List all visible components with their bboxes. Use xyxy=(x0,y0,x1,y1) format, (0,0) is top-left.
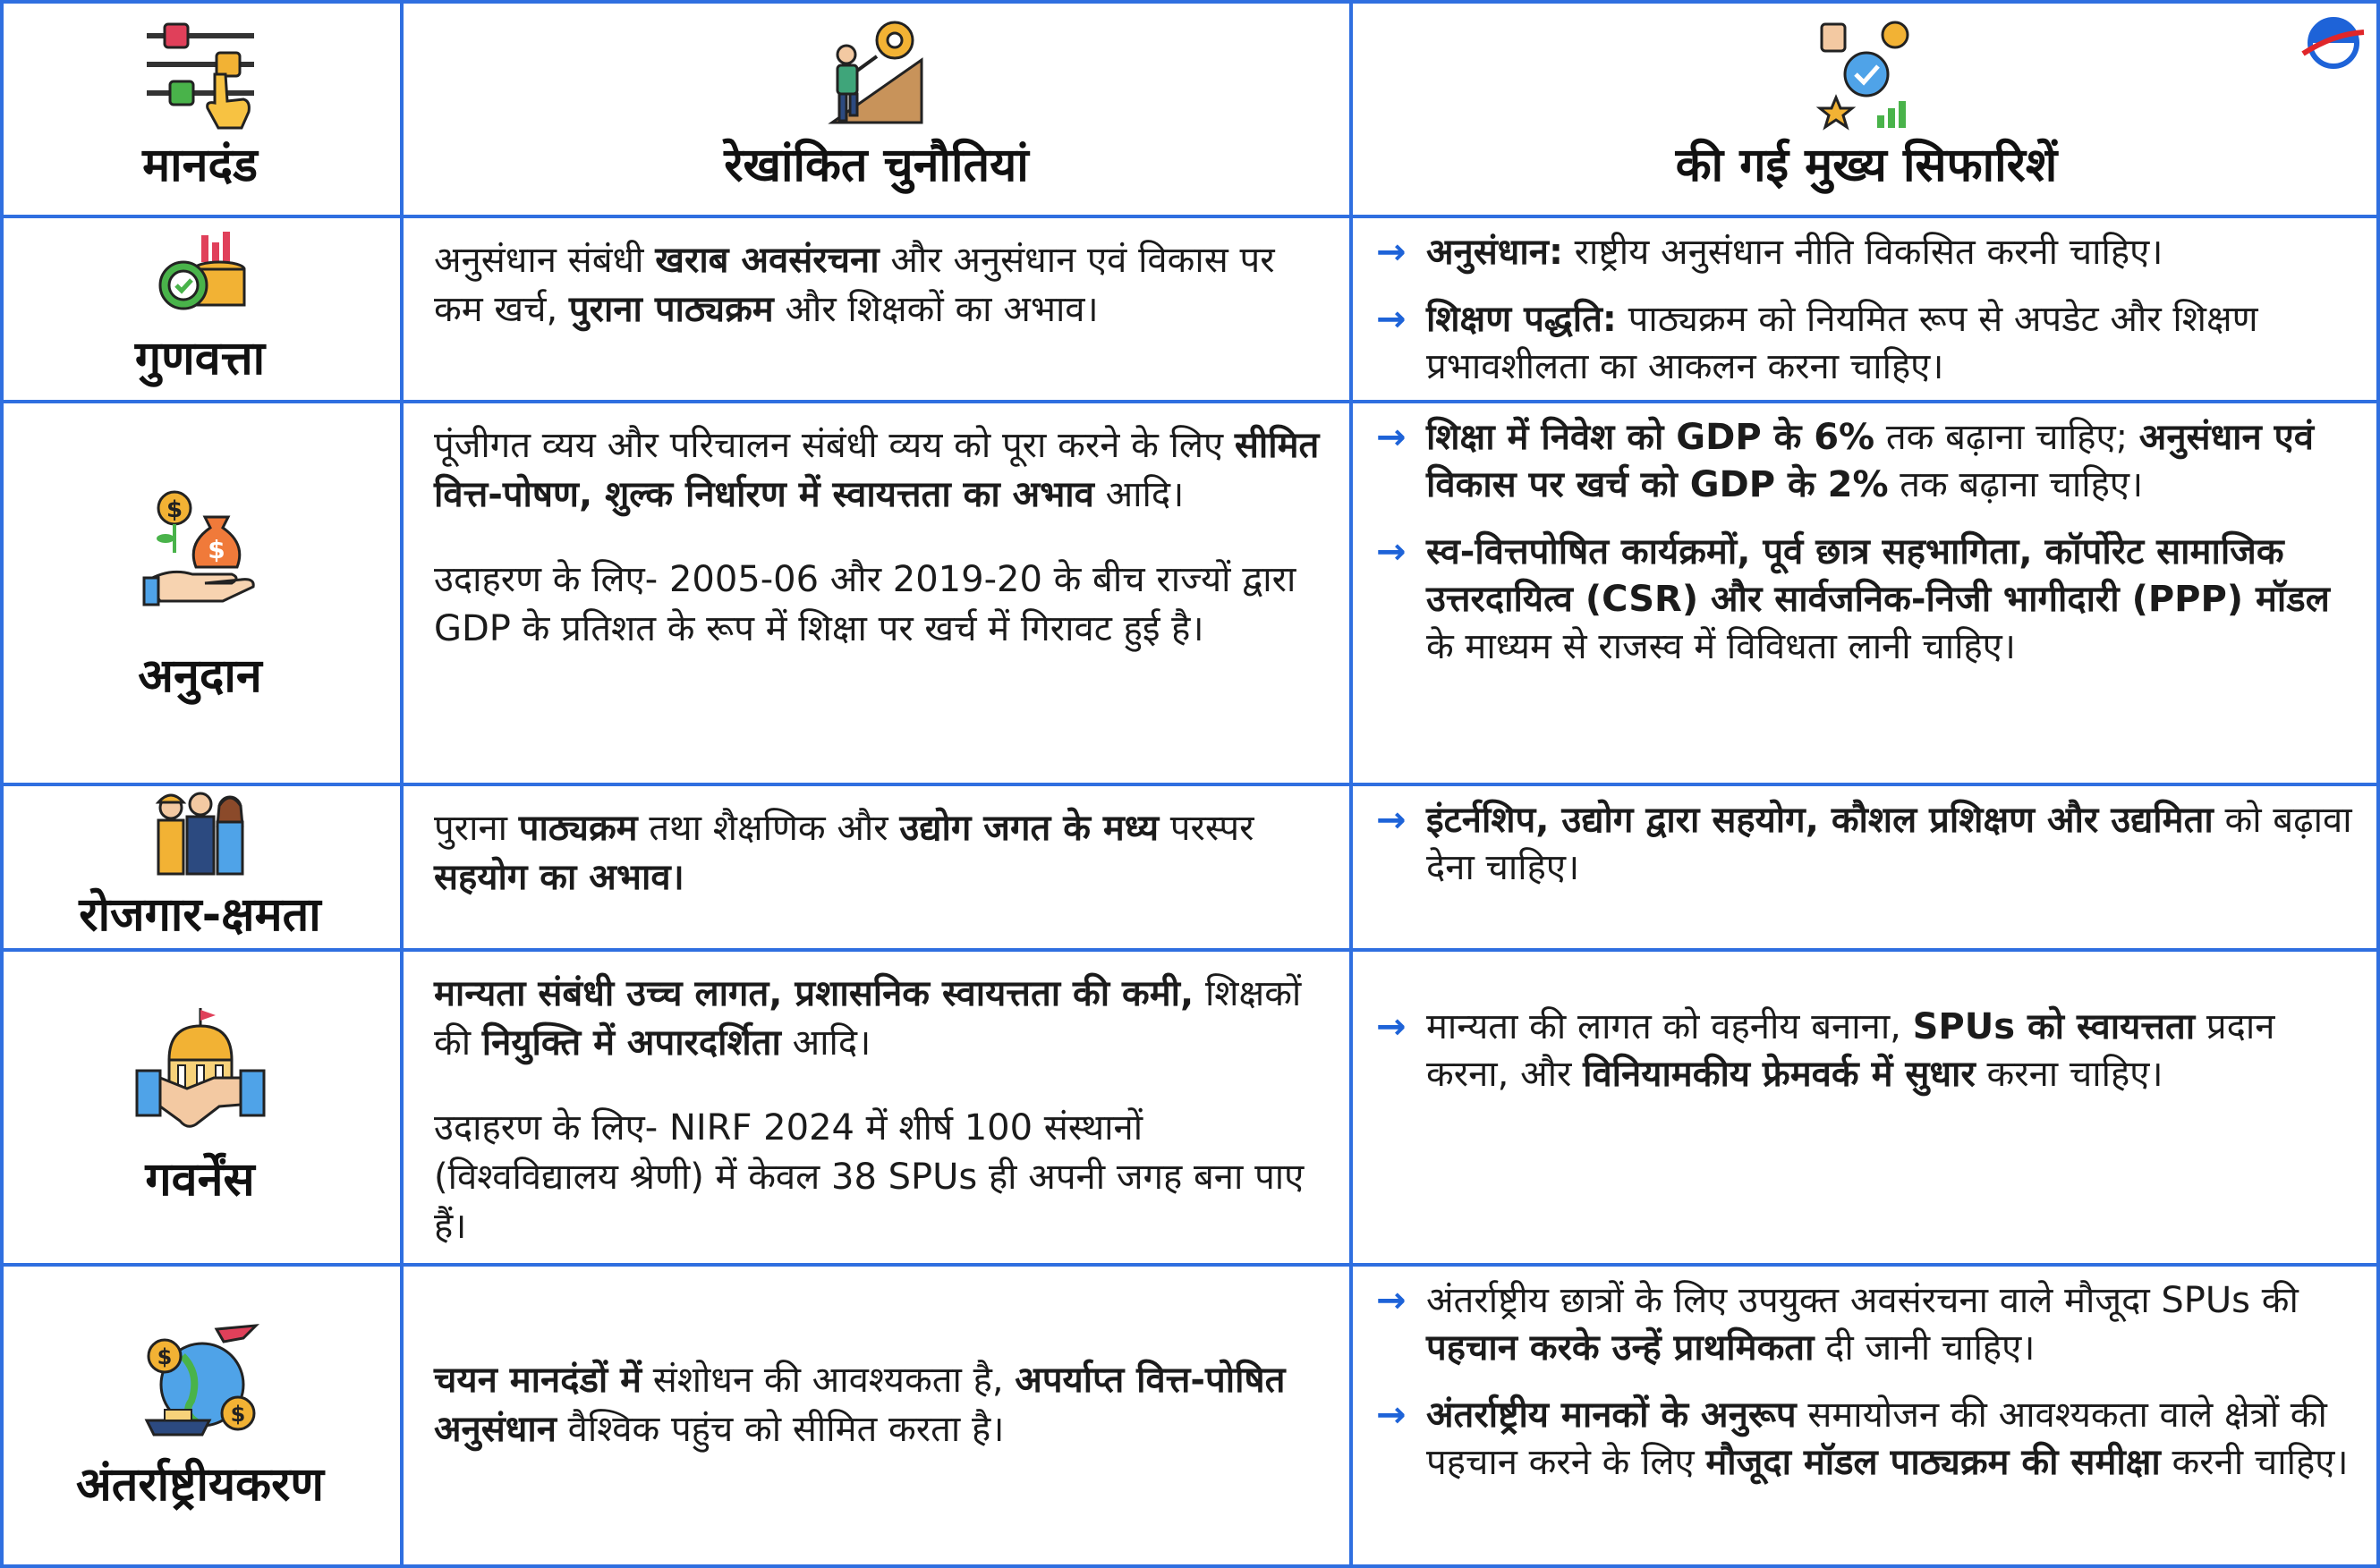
recommendation-cell-internationalization xyxy=(1353,1267,2380,1568)
recommendation-text xyxy=(1426,1004,2357,1098)
text-segment: पुराना xyxy=(434,808,519,849)
recommendation-text xyxy=(1426,797,2357,892)
emphasis-text: शिक्षा में निवेश को GDP के 6% xyxy=(1426,417,1875,458)
challenge-paragraph xyxy=(434,1104,1326,1251)
emphasis-text: नियुक्ति में अपारदर्शिता xyxy=(481,1022,781,1064)
text-segment: दी जानी चाहिए। xyxy=(1814,1327,2036,1369)
emphasis-text: खराब अवसंरचना xyxy=(655,240,880,281)
svg-text:$: $ xyxy=(207,534,225,564)
challenge-paragraph xyxy=(434,236,1326,335)
parameter-cell-quality xyxy=(0,218,400,400)
recommendation-item xyxy=(1376,296,2357,391)
arrow-right-icon: → xyxy=(1376,232,1407,273)
text-segment: और शिक्षकों का अभाव। xyxy=(773,289,1099,330)
emphasis-text: इंटर्नशिप, उद्योग द्वारा सहयोग, कौशल प्रशिक्षण और उद्यमिता xyxy=(1426,800,2214,841)
emphasis-text: अंतर्राष्ट्रीय मानकों के अनुरूप xyxy=(1426,1394,1797,1436)
text-segment: मान्यता की लागत को वहनीय बनाना, xyxy=(1426,1006,1913,1047)
text-segment: पाठ्यक्रम को नियमित रूप से अपडेट और शिक्षण प्रभावशीलता का आकलन करना चाहिए। xyxy=(1426,299,2258,387)
header-parameter xyxy=(0,0,400,215)
emphasis-text: उद्योग जगत के मध्य xyxy=(899,808,1160,849)
globe-trade-icon xyxy=(138,1320,263,1445)
text-segment: करना चाहिए। xyxy=(1975,1054,2163,1095)
emphasis-text: मौजूदा मॉडल पाठ्यक्रम की समीक्षा xyxy=(1705,1442,2161,1483)
parameter-name: अंतर्राष्ट्रीयकरण xyxy=(76,1458,324,1512)
arrow-right-icon: → xyxy=(1376,531,1407,572)
recommendation-item xyxy=(1376,229,2357,276)
svg-text:$: $ xyxy=(157,1344,172,1369)
money-bag-hand-icon xyxy=(142,481,259,606)
emphasis-text: पुराना पाठ्यक्रम xyxy=(568,289,774,330)
text-segment: वैश्विक पहुंच को सीमित करता है। xyxy=(556,1409,1005,1450)
text-segment: शिक्षकों की xyxy=(434,973,1302,1064)
thumbs-up-star-icon xyxy=(1813,15,1920,131)
arrow-right-icon: → xyxy=(1376,1394,1407,1436)
header-challenges xyxy=(404,0,1349,215)
emphasis-text: अनुसंधान एवं विकास पर खर्च को GDP के 2% xyxy=(1426,417,2315,505)
header-challenges-title: रेखांकित चुनौतियां xyxy=(724,139,1029,192)
recommendation-text xyxy=(1426,1277,2357,1372)
recommendation-item xyxy=(1376,529,2357,671)
text-segment: तथा शैक्षणिक और xyxy=(637,808,900,849)
emphasis-text: पाठ्यक्रम xyxy=(518,808,638,849)
text-segment: करनी चाहिए। xyxy=(2160,1442,2349,1483)
recommendation-text xyxy=(1426,296,2357,391)
arrow-right-icon: → xyxy=(1376,1280,1407,1321)
arrow-right-icon: → xyxy=(1376,299,1407,340)
parameter-name: गवर्नेंस xyxy=(145,1152,255,1207)
challenge-paragraph xyxy=(434,804,1326,903)
emphasis-text: विनियामकीय फ्रेमवर्क में सुधार xyxy=(1583,1054,1976,1095)
recommendation-text xyxy=(1426,229,2357,276)
emphasis-text: अनुसंधान: xyxy=(1426,232,1563,273)
challenge-paragraph xyxy=(434,421,1326,520)
emphasis-text: SPUs को स्वायत्तता xyxy=(1912,1006,2196,1047)
text-segment: को बढ़ावा देना चाहिए। xyxy=(1426,800,2352,888)
challenge-cell-funding xyxy=(404,403,1349,783)
recommendation-text xyxy=(1426,414,2357,509)
recommendation-item xyxy=(1376,1277,2357,1372)
header-recommendations xyxy=(1353,0,2380,215)
recommendation-text xyxy=(1426,1392,2357,1487)
challenge-cell-employability xyxy=(404,786,1349,948)
climbing-gear-icon xyxy=(823,15,931,131)
text-segment: आदि। xyxy=(780,1022,871,1064)
parameter-cell-funding xyxy=(0,403,400,783)
workers-group-icon xyxy=(151,790,250,876)
parameter-cell-internationalization xyxy=(0,1267,400,1568)
text-segment: तक बढ़ाना चाहिए। xyxy=(1888,464,2144,505)
arrow-right-icon: → xyxy=(1376,1006,1407,1047)
challenge-paragraph xyxy=(434,555,1326,654)
quality-award-icon xyxy=(151,230,250,319)
emphasis-text: चयन मानदंडों में xyxy=(434,1360,642,1401)
text-segment: और अनुसंधान एवं विकास पर कम खर्च, xyxy=(434,240,1275,330)
parameter-name: गुणवत्ता xyxy=(134,332,266,386)
text-segment: अनुसंधान संबंधी xyxy=(434,240,656,281)
svg-text:$: $ xyxy=(230,1402,245,1427)
sliders-hand-icon xyxy=(138,15,263,131)
emphasis-text: सीमित वित्त-पोषण, शुल्क निर्धारण में स्वायत्तता का अभाव xyxy=(434,425,1320,515)
parameter-name: रोजगार-क्षमता xyxy=(79,888,321,942)
text-segment: तक बढ़ाना चाहिए; xyxy=(1874,417,2139,458)
text-segment: पूंजीगत व्यय और परिचालन संबंधी व्यय को पूरा करने के लिए xyxy=(434,425,1235,466)
recommendation-cell-funding xyxy=(1353,403,2380,783)
emphasis-text: अपर्याप्त वित्त-पोषित अनुसंधान xyxy=(434,1360,1286,1450)
text-segment: अंतर्राष्ट्रीय छात्रों के लिए उपयुक्त अवसंरचना वाले मौजूदा SPUs की xyxy=(1426,1280,2299,1321)
recommendation-item xyxy=(1376,797,2357,892)
emphasis-text: सहयोग का अभाव। xyxy=(434,857,684,898)
recommendation-text xyxy=(1426,529,2357,671)
parameter-cell-governance xyxy=(0,952,400,1263)
challenge-cell-quality xyxy=(404,218,1349,400)
recommendation-item xyxy=(1376,1004,2357,1098)
challenge-paragraph xyxy=(434,1356,1326,1454)
parameter-cell-employability xyxy=(0,786,400,948)
emphasis-text: मान्यता संबंधी उच्च लागत, प्रशासनिक स्वायत्तता की कमी, xyxy=(434,973,1194,1014)
text-segment: समायोजन की आवश्यकता वाले क्षेत्रों की पहचान करने के लिए xyxy=(1426,1394,2327,1483)
challenge-cell-internationalization xyxy=(404,1267,1349,1568)
recommendation-cell-employability xyxy=(1353,786,2380,948)
text-segment: आदि। xyxy=(1093,474,1185,515)
text-segment: परस्पर xyxy=(1159,808,1254,849)
emphasis-text: शिक्षण पद्धति: xyxy=(1426,299,1617,340)
text-segment: संशोधन की आवश्यकता है, xyxy=(642,1360,1016,1401)
text-segment: प्रदान करना, और xyxy=(1426,1006,2275,1095)
arrow-right-icon: → xyxy=(1376,800,1407,841)
recommendation-item xyxy=(1376,414,2357,509)
emphasis-text: पहचान करके उन्हें प्राथमिकता xyxy=(1426,1327,1815,1369)
challenge-paragraph xyxy=(434,970,1326,1068)
text-segment: राष्ट्रीय अनुसंधान नीति विकसित करनी चाहिए। xyxy=(1562,232,2163,273)
arrow-right-icon: → xyxy=(1376,417,1407,458)
text-segment: के माध्यम से राजस्व में विविधता लानी चाहिए। xyxy=(1426,626,2016,667)
text-segment: उदाहरण के लिए- NIRF 2024 में शीर्ष 100 संस्थानों (विश्वविद्यालय श्रेणी) में केवल 38 SPUs ही अपनी जगह बना पाए हैं। xyxy=(434,1107,1305,1247)
recommendation-cell-quality xyxy=(1353,218,2380,400)
text-segment: उदाहरण के लिए- 2005-06 और 2019-20 के बीच राज्यों द्वारा GDP के प्रतिशत के रूप में शिक्षा पर खर्च में गिरावट हुई है। xyxy=(434,559,1296,649)
header-parameter-title: मानदंड xyxy=(142,139,258,192)
handshake-government-icon xyxy=(133,1006,268,1140)
challenge-cell-governance xyxy=(404,952,1349,1263)
emphasis-text: स्व-वित्तपोषित कार्यक्रमों, पूर्व छात्र सहभागिता, कॉर्पोरेट सामाजिक उत्तरदायित्व (CSR) और सार्वजनिक-निजी भागीदारी (PPP) मॉडल xyxy=(1426,531,2330,620)
recommendation-item xyxy=(1376,1392,2357,1487)
header-recommendations-title: की गई मुख्य सिफारिशें xyxy=(1675,139,2058,192)
recommendation-cell-governance xyxy=(1353,952,2380,1263)
svg-text:$: $ xyxy=(166,496,183,523)
parameter-name: अनुदान xyxy=(138,648,262,703)
